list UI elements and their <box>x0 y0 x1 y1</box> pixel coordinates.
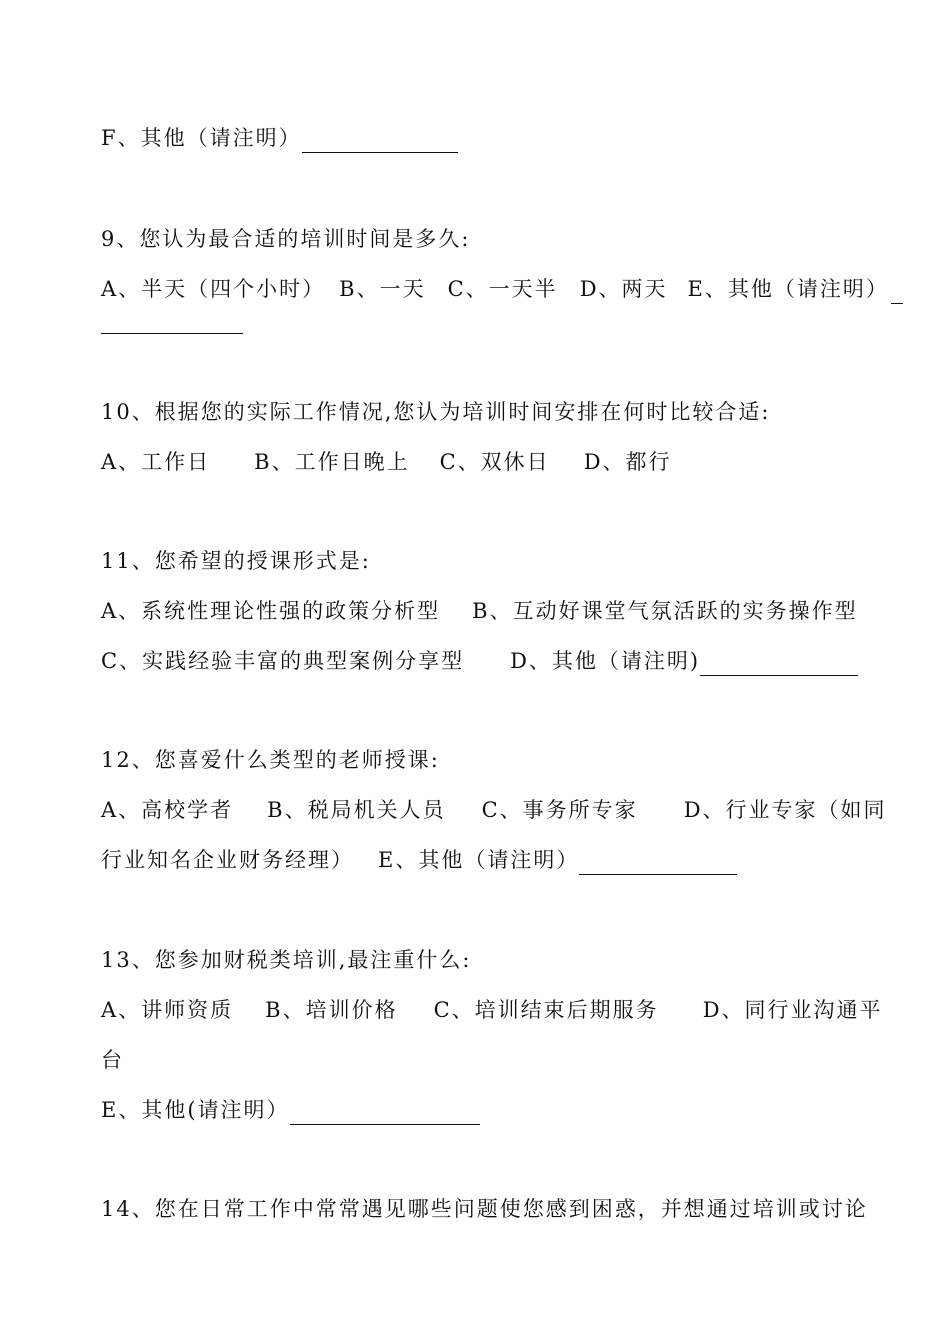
answer-blank[interactable] <box>891 279 903 304</box>
option-d: D、两天 <box>579 277 668 301</box>
option-b: B、工作日晚上 <box>254 450 410 474</box>
question-10: 10、根据您的实际工作情况,您认为培训时间安排在何时比较合适: <box>101 400 771 424</box>
question-11: 11、您希望的授课形式是: <box>101 549 371 573</box>
option-e: E、其他(请注明） <box>101 1098 290 1122</box>
option-c: C、双休日 <box>439 450 550 474</box>
option-a: A、工作日 <box>101 450 211 474</box>
option-b: B、互动好课堂气氛活跃的实务操作型 <box>472 599 858 623</box>
question-9-options <box>101 274 889 304</box>
option-b: B、培训价格 <box>265 998 398 1022</box>
question-12-options-2 <box>101 845 850 875</box>
option-b: B、税局机关人员 <box>267 798 446 822</box>
question-12: 12、您喜爱什么类型的老师授课: <box>101 748 440 772</box>
option-d-continued: 行业知名企业财务经理） <box>101 848 354 872</box>
option-c: C、事务所专家 <box>481 798 638 822</box>
option-c: C、实践经验丰富的典型案例分享型 <box>101 649 465 673</box>
question-13-options-3 <box>101 1095 850 1125</box>
option-a: A、高校学者 <box>101 798 234 822</box>
question-13-options-2: 台 <box>101 1048 124 1072</box>
option-c: C、培训结束后期服务 <box>433 998 659 1022</box>
option-d: D、其他（请注明) <box>510 649 701 673</box>
option-a: A、半天（四个小时） <box>101 277 326 301</box>
question-12-options-1 <box>101 795 887 825</box>
option-e: E、其他（请注明） <box>378 848 580 872</box>
option-d: D、都行 <box>583 450 672 474</box>
answer-blank[interactable] <box>302 128 458 153</box>
option-a: A、系统性理论性强的政策分析型 <box>101 599 441 623</box>
option-e: E、其他（请注明） <box>687 277 889 301</box>
answer-blank[interactable] <box>579 850 737 875</box>
option-f-other <box>101 123 850 153</box>
question-11-options-1 <box>101 596 858 626</box>
question-13: 13、您参加财税类培训,最注重什么: <box>101 948 472 972</box>
option-b: B、一天 <box>339 277 426 301</box>
option-c: C、一天半 <box>447 277 558 301</box>
answer-blank[interactable] <box>290 1100 480 1125</box>
question-14: 14、您在日常工作中常常遇见哪些问题使您感到困惑，并想通过培训或讨论 <box>101 1197 868 1221</box>
question-9-blank-line <box>101 304 850 334</box>
question-9: 9、您认为最合适的培训时间是多久: <box>101 227 471 251</box>
option-d: D、同行业沟通平 <box>702 998 883 1022</box>
option-a: A、讲师资质 <box>101 998 234 1022</box>
answer-blank[interactable] <box>700 651 858 676</box>
option-d: D、行业专家（如同 <box>683 798 887 822</box>
question-13-options-1 <box>101 995 883 1025</box>
question-10-options <box>101 447 850 477</box>
answer-blank[interactable] <box>101 309 243 334</box>
question-11-options-2 <box>101 646 850 676</box>
option-text: F、其他（请注明） <box>101 126 302 150</box>
